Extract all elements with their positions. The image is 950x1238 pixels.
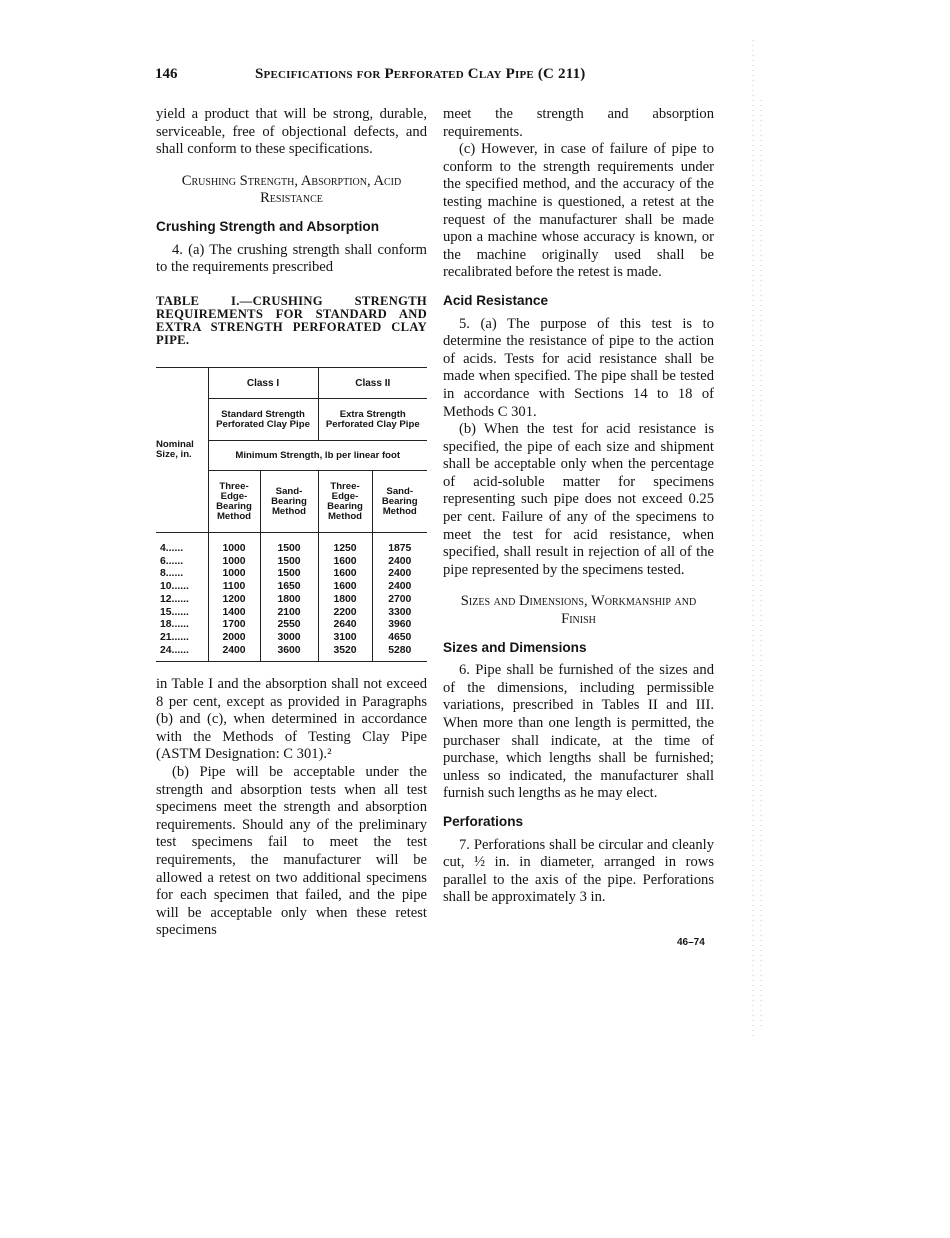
- running-header: [155, 66, 715, 86]
- table-header-sand-1: Sand-Bearing Method: [260, 471, 318, 533]
- cell-value: 1200: [208, 594, 260, 607]
- cell-value: 1800: [318, 594, 372, 607]
- paragraph-intro: yield a product that will be strong, durable, serviceable, free of objectional defects, and shall conform to these specifications.: [156, 106, 427, 158]
- paragraph-continued: meet the strength and absorption requirements.: [443, 106, 714, 140]
- table-row: [156, 568, 427, 581]
- right-column: [443, 106, 714, 907]
- table-header-three-edge-2: Three-Edge-Bearing Method: [318, 471, 372, 533]
- cell-size: 4......: [160, 543, 184, 554]
- cell-value: 2100: [260, 607, 318, 620]
- cell-size: 24......: [156, 645, 208, 662]
- cell-value: 1600: [318, 556, 372, 569]
- cell-value: 2550: [260, 619, 318, 632]
- left-column-upper: [156, 106, 427, 358]
- table-header-size: Nominal Size, in.: [156, 368, 208, 533]
- cell-size: 8......: [160, 568, 184, 580]
- cell-value: 3300: [372, 607, 427, 620]
- cell-value: 1700: [208, 619, 260, 632]
- cell-value: 1875: [372, 533, 427, 556]
- cell-value: 1100: [208, 581, 260, 594]
- table-header-class1-desc: Standard Strength Perforated Clay Pipe: [208, 399, 318, 441]
- table-header-three-edge-1: Three-Edge-Bearing Method: [208, 471, 260, 533]
- table-row: [156, 607, 427, 620]
- cell-value: 1500: [260, 568, 318, 581]
- cell-value: 1000: [208, 556, 260, 569]
- subheading-perforations: Perforations: [443, 813, 524, 829]
- cell-value: 1800: [260, 594, 318, 607]
- paragraph-4a: 4. (a) The crushing strength shall conform to the requirements prescribed: [156, 241, 427, 276]
- section-heading-sizes: Sizes and Dimensions, Workmanship and Finish: [460, 593, 697, 628]
- table-caption: TABLE I.—CRUSHING STRENGTH REQUIREMENTS FOR STANDARD AND EXTRA STRENGTH PERFORATED CLAY PIPE.: [156, 293, 427, 348]
- cell-value: 2400: [208, 645, 260, 662]
- cell-value: 1400: [208, 607, 260, 620]
- paragraph-5a: 5. (a) The purpose of this test is to determine the resistance of pipe to the action of acids. Tests for acid resistance shall be made when specified. The pipe shall be tested in accordance with Sections 14 to 18 of Methods C 301.: [443, 315, 714, 420]
- paragraph-after-table: in Table I and the absorption shall not exceed 8 per cent, except as provided in Paragraphs (b) and (c), when determined in accordance with the Methods of Testing Clay Pipe (ASTM Designation: C 301).²: [156, 676, 427, 763]
- subheading-sizes-dimensions: Sizes and Dimensions: [443, 639, 587, 655]
- cell-value: 5280: [372, 645, 427, 662]
- running-title: Specifications for Perforated Clay Pipe (C 211): [255, 66, 586, 82]
- paragraph-6: 6. Pipe shall be furnished of the sizes and of the dimensions, including permissible variations, prescribed in Tables II and III. When more than one length is permitted, the purchaser shall indicate, at the time of purchase, which lengths shall be furnished; unless so indicated, the manufacturer shall furnish such lengths as he may elect.: [443, 662, 714, 802]
- cell-value: 1250: [318, 533, 372, 556]
- cell-value: 3600: [260, 645, 318, 662]
- table-row: [156, 581, 427, 594]
- cell-value: 3520: [318, 645, 372, 662]
- table-header-class2: Class II: [318, 368, 427, 399]
- cell-value: 2200: [318, 607, 372, 620]
- cell-value: 4650: [372, 632, 427, 645]
- cell-value: 2640: [318, 619, 372, 632]
- cell-value: 2400: [372, 556, 427, 569]
- paragraph-4c: (c) However, in case of failure of pipe to conform to the strength requirements under the specified method, and the accuracy of the testing machine is questioned, a retest at the request of the manufacturer shall be made upon a machine whose accuracy is known, or the machine originally used shall be recalibrated before the retest is made.: [443, 141, 714, 281]
- cell-size: 21......: [160, 631, 189, 643]
- cell-size: 18......: [160, 619, 189, 631]
- cell-value: 2700: [372, 594, 427, 607]
- cell-size: 12......: [160, 593, 189, 605]
- table-row: [156, 645, 427, 662]
- cell-value: 1600: [318, 568, 372, 581]
- paragraph-4b: (b) Pipe will be acceptable under the strength and absorption tests when all test specimens meet the strength and absorption requirements. Should any of the preliminary test specimens fail to meet the test requirements, the manufacturer will be allowed a retest on two additional specimens for each specimen that failed, and the pipe will be acceptable only when these retest specimens: [156, 763, 427, 939]
- footer-mark: 46–74: [677, 937, 705, 948]
- scan-edge-marks: [745, 40, 775, 1040]
- cell-value: 1000: [208, 533, 260, 556]
- table-row: [156, 594, 427, 607]
- cell-size: 10......: [160, 581, 189, 593]
- section-heading-crushing: Crushing Strength, Absorption, Acid Resistance: [181, 172, 402, 207]
- subheading-acid-resistance: Acid Resistance: [443, 292, 549, 308]
- cell-size: 6......: [160, 555, 184, 567]
- cell-value: 2000: [208, 632, 260, 645]
- page-number: 146: [155, 66, 178, 82]
- cell-value: 3100: [318, 632, 372, 645]
- cell-value: 2400: [372, 568, 427, 581]
- cell-value: 1500: [260, 556, 318, 569]
- table-header-class2-desc: Extra Strength Perforated Clay Pipe: [318, 399, 427, 441]
- table-header-sand-2: Sand-Bearing Method: [372, 471, 427, 533]
- crushing-strength-table: [156, 367, 427, 662]
- paragraph-7: 7. Perforations shall be circular and cleanly cut, ½ in. in diameter, arranged in rows parallel to the axis of the pipe. Perforations shall be approximately 3 in.: [443, 836, 714, 906]
- cell-value: 1000: [208, 568, 260, 581]
- table-row: [156, 619, 427, 632]
- cell-value: 3000: [260, 632, 318, 645]
- cell-value: 3960: [372, 619, 427, 632]
- cell-value: 1600: [318, 581, 372, 594]
- table-header-class1: Class I: [208, 368, 318, 399]
- cell-value: 1500: [260, 533, 318, 556]
- table-header-unit: Minimum Strength, lb per linear foot: [208, 441, 427, 471]
- subheading-crushing-absorption: Crushing Strength and Absorption: [156, 218, 380, 234]
- paragraph-5b: (b) When the test for acid resistance is specified, the pipe of each size and shipment shall be acceptable only when the percentage of acid-soluble matter for specimens representing such pipe does not exceed 0.25 per cent. Failure of any of the specimens to meet the test for acid resistance, when specified, shall result in rejection of all of the pipe represented by the specimens tested.: [443, 421, 714, 578]
- left-column-lower: [156, 676, 427, 940]
- cell-size: 15......: [160, 606, 189, 618]
- cell-value: 2400: [372, 581, 427, 594]
- table-row: [156, 632, 427, 645]
- table-row: [156, 533, 427, 556]
- cell-value: 1650: [260, 581, 318, 594]
- table-row: [156, 556, 427, 569]
